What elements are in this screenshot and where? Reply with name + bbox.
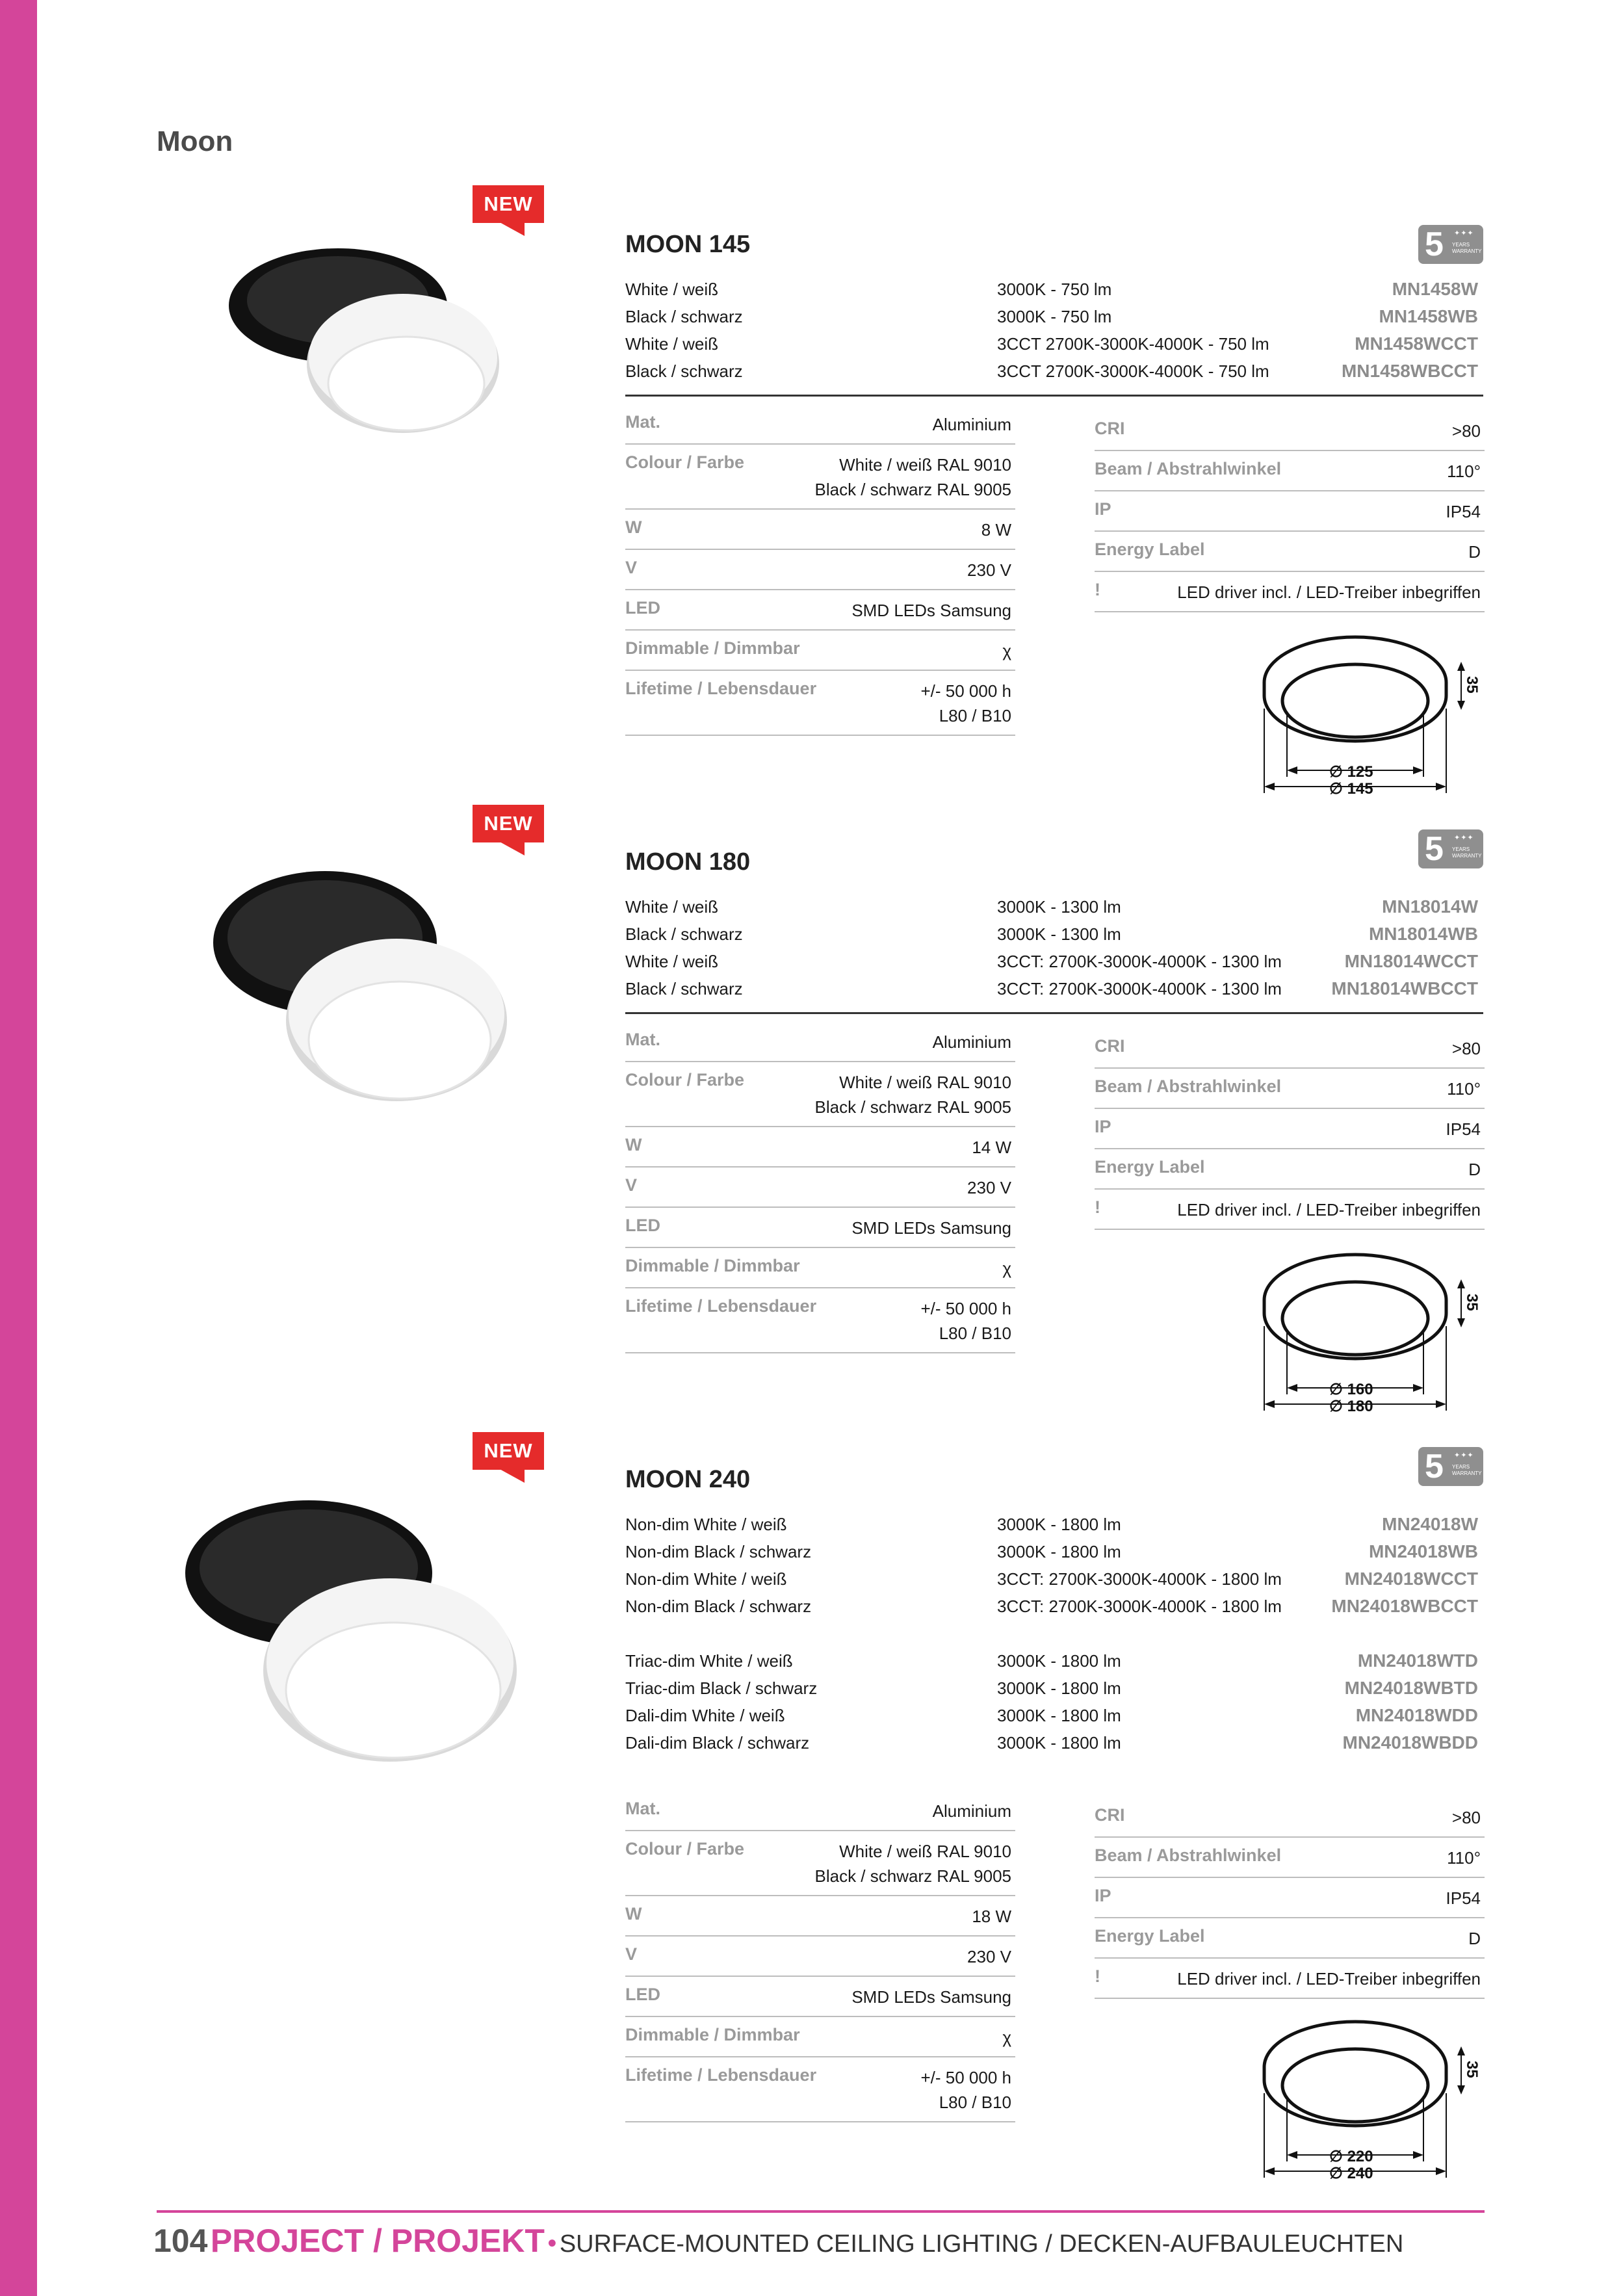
variant-row: Black / schwarz 3CCT: 2700K-3000K-4000K - 1300 lm MN18014WBCCT — [625, 975, 1485, 1002]
variant-row: Triac-dim Black / schwarz 3000K - 1800 lm MN24018WBTD — [625, 1675, 1485, 1702]
spec-table-left: Mat. Aluminium Colour / Farbe White / weiß RAL 9010 Black / schwarz RAL 9005 W 14 W V 230 V LED SMD LEDs Samsung Dimmable / Dimmbar χ Lifetime / Lebensdauer +/- 50 000 h L80 / B10 — [625, 1022, 1015, 1353]
sidebar-accent — [0, 0, 37, 2296]
product-photo — [195, 865, 520, 1125]
article-code: MN24018WBTD — [1344, 1678, 1478, 1698]
variant-row: Non-dim White / weiß 3CCT: 2700K-3000K-4000K - 1800 lm MN24018WCCT — [625, 1565, 1485, 1593]
product-photo — [208, 228, 513, 462]
variant-row: Triac-dim White / weiß 3000K - 1800 lm MN24018WTD — [625, 1647, 1485, 1675]
new-badge: NEW — [473, 805, 544, 854]
variant-list — [625, 1511, 1485, 1756]
variant-list — [625, 893, 1485, 1002]
variant-row: White / weiß 3000K - 1300 lm MN18014W — [625, 893, 1485, 920]
warranty-badge: 5 ✦✦✦ YEARS WARRANTY — [1418, 829, 1483, 868]
page-number: 104 — [153, 2223, 208, 2259]
variant-row: Dali-dim White / weiß 3000K - 1800 lm MN24018WDD — [625, 1702, 1485, 1729]
dimension-outer: ∅ 240 — [1329, 2165, 1373, 2182]
variant-list — [625, 276, 1485, 385]
new-badge: NEW — [473, 1432, 544, 1481]
dimension-inner: ∅ 125 — [1329, 763, 1373, 781]
dimension-drawing — [1235, 1235, 1495, 1424]
article-code: MN18014WBCCT — [1331, 978, 1478, 998]
spec-table-right: CRI >80 Beam / Abstrahlwinkel 110° IP IP54 Energy Label D ! LED driver incl. / LED-Treiber inbegriffen — [1095, 1028, 1485, 1230]
section-subtitle: SURFACE-MOUNTED CEILING LIGHTING / DECKEN-AUFBAULEUCHTEN — [559, 2230, 1404, 2258]
variant-row: Non-dim White / weiß 3000K - 1800 lm MN24018W — [625, 1511, 1485, 1538]
variant-row: Non-dim Black / schwarz 3CCT: 2700K-3000K-4000K - 1800 lm MN24018WBCCT — [625, 1593, 1485, 1620]
product-photo — [166, 1495, 530, 1781]
spec-table-left: Mat. Aluminium Colour / Farbe White / weiß RAL 9010 Black / schwarz RAL 9005 W 8 W V 230 V LED SMD LEDs Samsung Dimmable / Dimmbar χ Lifetime / Lebensdauer +/- 50 000 h L80 / B10 — [625, 404, 1015, 736]
product-name: MOON 240 — [625, 1466, 751, 1493]
article-code: MN1458WBCCT — [1341, 361, 1478, 381]
article-code: MN18014WB — [1368, 924, 1478, 944]
spec-table-right: CRI >80 Beam / Abstrahlwinkel 110° IP IP54 Energy Label D ! LED driver incl. / LED-Treiber inbegriffen — [1095, 1797, 1485, 1999]
dimension-inner: ∅ 160 — [1329, 1381, 1373, 1398]
variant-row: Black / schwarz 3000K - 1300 lm MN18014WB — [625, 920, 1485, 948]
page-footer — [153, 2222, 1403, 2260]
variant-row: Black / schwarz 3000K - 750 lm MN1458WB — [625, 303, 1485, 330]
variant-row: Non-dim Black / schwarz 3000K - 1800 lm MN24018WB — [625, 1538, 1485, 1565]
article-code: MN18014W — [1382, 896, 1478, 917]
footer-bullet: • — [547, 2229, 557, 2258]
article-code: MN1458WB — [1379, 306, 1478, 326]
article-code: MN24018WBDD — [1342, 1732, 1478, 1753]
spec-table-right: CRI >80 Beam / Abstrahlwinkel 110° IP IP54 Energy Label D ! LED driver incl. / LED-Treiber inbegriffen — [1095, 411, 1485, 612]
divider — [625, 395, 1483, 397]
article-code: MN24018WDD — [1355, 1705, 1478, 1725]
dimension-inner: ∅ 220 — [1329, 2148, 1373, 2165]
warranty-badge: 5 ✦✦✦ YEARS WARRANTY — [1418, 225, 1483, 264]
product-name: MOON 180 — [625, 848, 751, 876]
footer-divider — [157, 2210, 1485, 2213]
variant-row: Dali-dim Black / schwarz 3000K - 1800 lm MN24018WBDD — [625, 1729, 1485, 1756]
variant-row: White / weiß 3CCT: 2700K-3000K-4000K - 1300 lm MN18014WCCT — [625, 948, 1485, 975]
article-code: MN24018WB — [1368, 1541, 1478, 1561]
new-badge: NEW — [473, 185, 544, 235]
variant-row: White / weiß 3CCT 2700K-3000K-4000K - 750 lm MN1458WCCT — [625, 330, 1485, 358]
dimension-height: 35 — [1463, 2061, 1481, 2078]
warranty-badge: 5 ✦✦✦ YEARS WARRANTY — [1418, 1447, 1483, 1486]
article-code: MN24018W — [1382, 1514, 1478, 1534]
dimension-drawing — [1235, 618, 1495, 806]
article-code: MN1458W — [1392, 279, 1478, 299]
variant-row: Black / schwarz 3CCT 2700K-3000K-4000K - 750 lm MN1458WBCCT — [625, 358, 1485, 385]
dimension-height: 35 — [1463, 1294, 1481, 1311]
page-title: Moon — [157, 125, 233, 157]
article-code: MN18014WCCT — [1344, 951, 1478, 971]
dimension-height: 35 — [1463, 676, 1481, 694]
article-code: MN24018WCCT — [1344, 1569, 1478, 1589]
divider — [625, 1012, 1483, 1014]
dimension-drawing — [1235, 2002, 1495, 2191]
dimension-outer: ∅ 145 — [1329, 780, 1373, 798]
spec-table-left: Mat. Aluminium Colour / Farbe White / weiß RAL 9010 Black / schwarz RAL 9005 W 18 W V 230 V LED SMD LEDs Samsung Dimmable / Dimmbar χ Lifetime / Lebensdauer +/- 50 000 h L80 / B10 — [625, 1791, 1015, 2122]
section-title: PROJECT / PROJEKT — [210, 2223, 545, 2259]
product-name: MOON 145 — [625, 231, 751, 258]
dimension-outer: ∅ 180 — [1329, 1398, 1373, 1415]
article-code: MN24018WTD — [1357, 1650, 1478, 1671]
article-code: MN1458WCCT — [1355, 333, 1478, 354]
variant-row: White / weiß 3000K - 750 lm MN1458W — [625, 276, 1485, 303]
article-code: MN24018WBCCT — [1331, 1596, 1478, 1616]
